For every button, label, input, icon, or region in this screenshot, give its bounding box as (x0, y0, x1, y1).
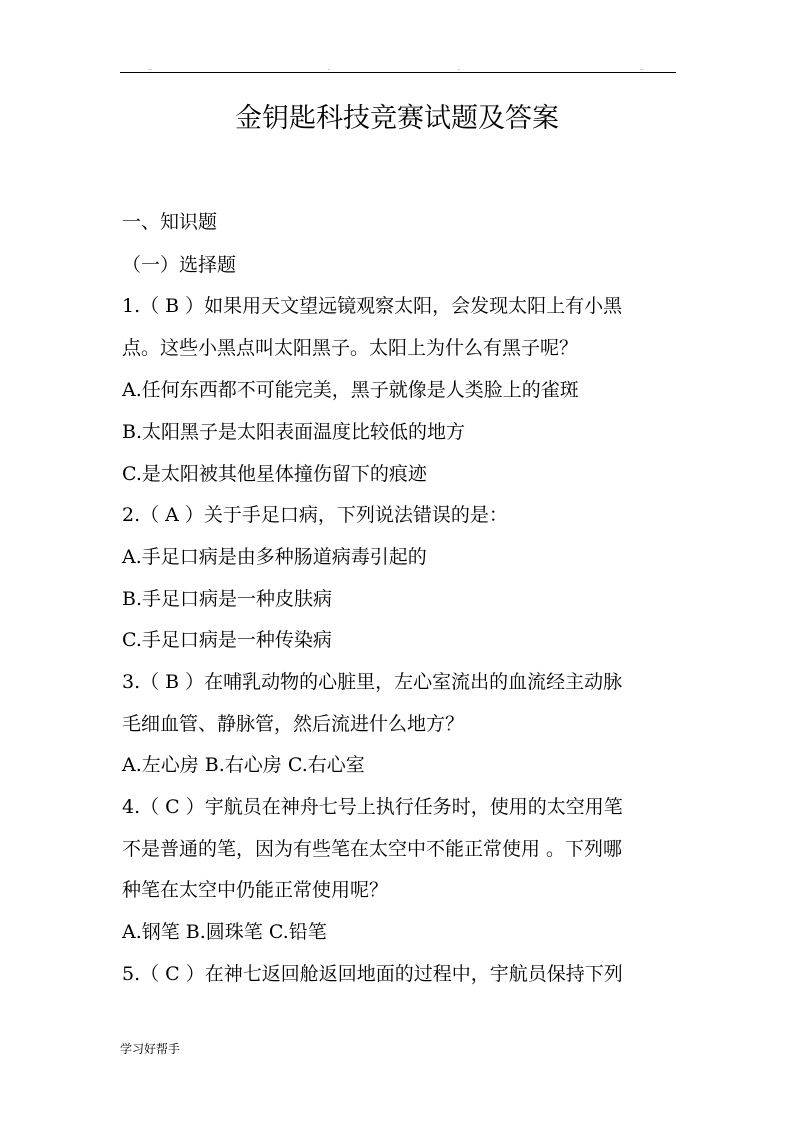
question-2-line-1: 2.（ A ）关于手足口病，下列说法错误的是： (122, 504, 508, 526)
header-dot: .. (640, 65, 644, 72)
header-dot: . (328, 65, 330, 72)
footer-text: 学习好帮手 (120, 1042, 181, 1056)
section-heading: 一、知识题 (122, 211, 218, 233)
question-5-line-1: 5.（ C ）在神七返回舱返回地面的过程中，宇航员保持下列 (122, 963, 623, 985)
header-rule (120, 72, 676, 73)
question-2-option-b: B.手足口病是一种皮肤病 (122, 588, 333, 610)
question-2-option-a: A.手足口病是由多种肠道病毒引起的 (122, 546, 427, 568)
question-3-options: A.左心房 B.右心房 C.右心室 (122, 754, 365, 776)
question-4-options: A.钢笔 B.圆珠笔 C.铅笔 (122, 921, 327, 943)
question-4-line-3: 种笔在太空中仍能正常使用呢？ (122, 879, 389, 901)
question-4-line-2: 不是普通的笔，因为有些笔在太空中不能正常使用 。下列哪 (122, 838, 623, 860)
header-dot: .. (148, 65, 152, 72)
question-3-line-2: 毛细血管、静脉管，然后流进什么地方？ (122, 713, 465, 735)
document-title: 金钥匙科技竞赛试题及答案 (235, 103, 559, 134)
question-2-option-c: C.手足口病是一种传染病 (122, 629, 332, 651)
question-1-line-2: 点。这些小黑点叫太阳黑子。太阳上为什么有黑子呢？ (122, 337, 579, 359)
question-3-line-1: 3.（ B ）在哺乳动物的心脏里，左心室流出的血流经主动脉 (122, 671, 623, 693)
header-dot: . (458, 65, 460, 72)
question-1-option-b: B.太阳黑子是太阳表面温度比较低的地方 (122, 421, 466, 443)
question-4-line-1: 4.（ C ）宇航员在神舟七号上执行任务时，使用的太空用笔 (122, 796, 623, 818)
subsection-heading: （一）选择题 (122, 254, 237, 276)
question-1-option-a: A.任何东西都不可能完美，黑子就像是人类脸上的雀斑 (122, 379, 579, 401)
question-1-line-1: 1.（ B ）如果用天文望远镜观察太阳，会发现太阳上有小黑 (122, 295, 623, 317)
question-1-option-c: C.是太阳被其他星体撞伤留下的痕迹 (122, 463, 427, 485)
